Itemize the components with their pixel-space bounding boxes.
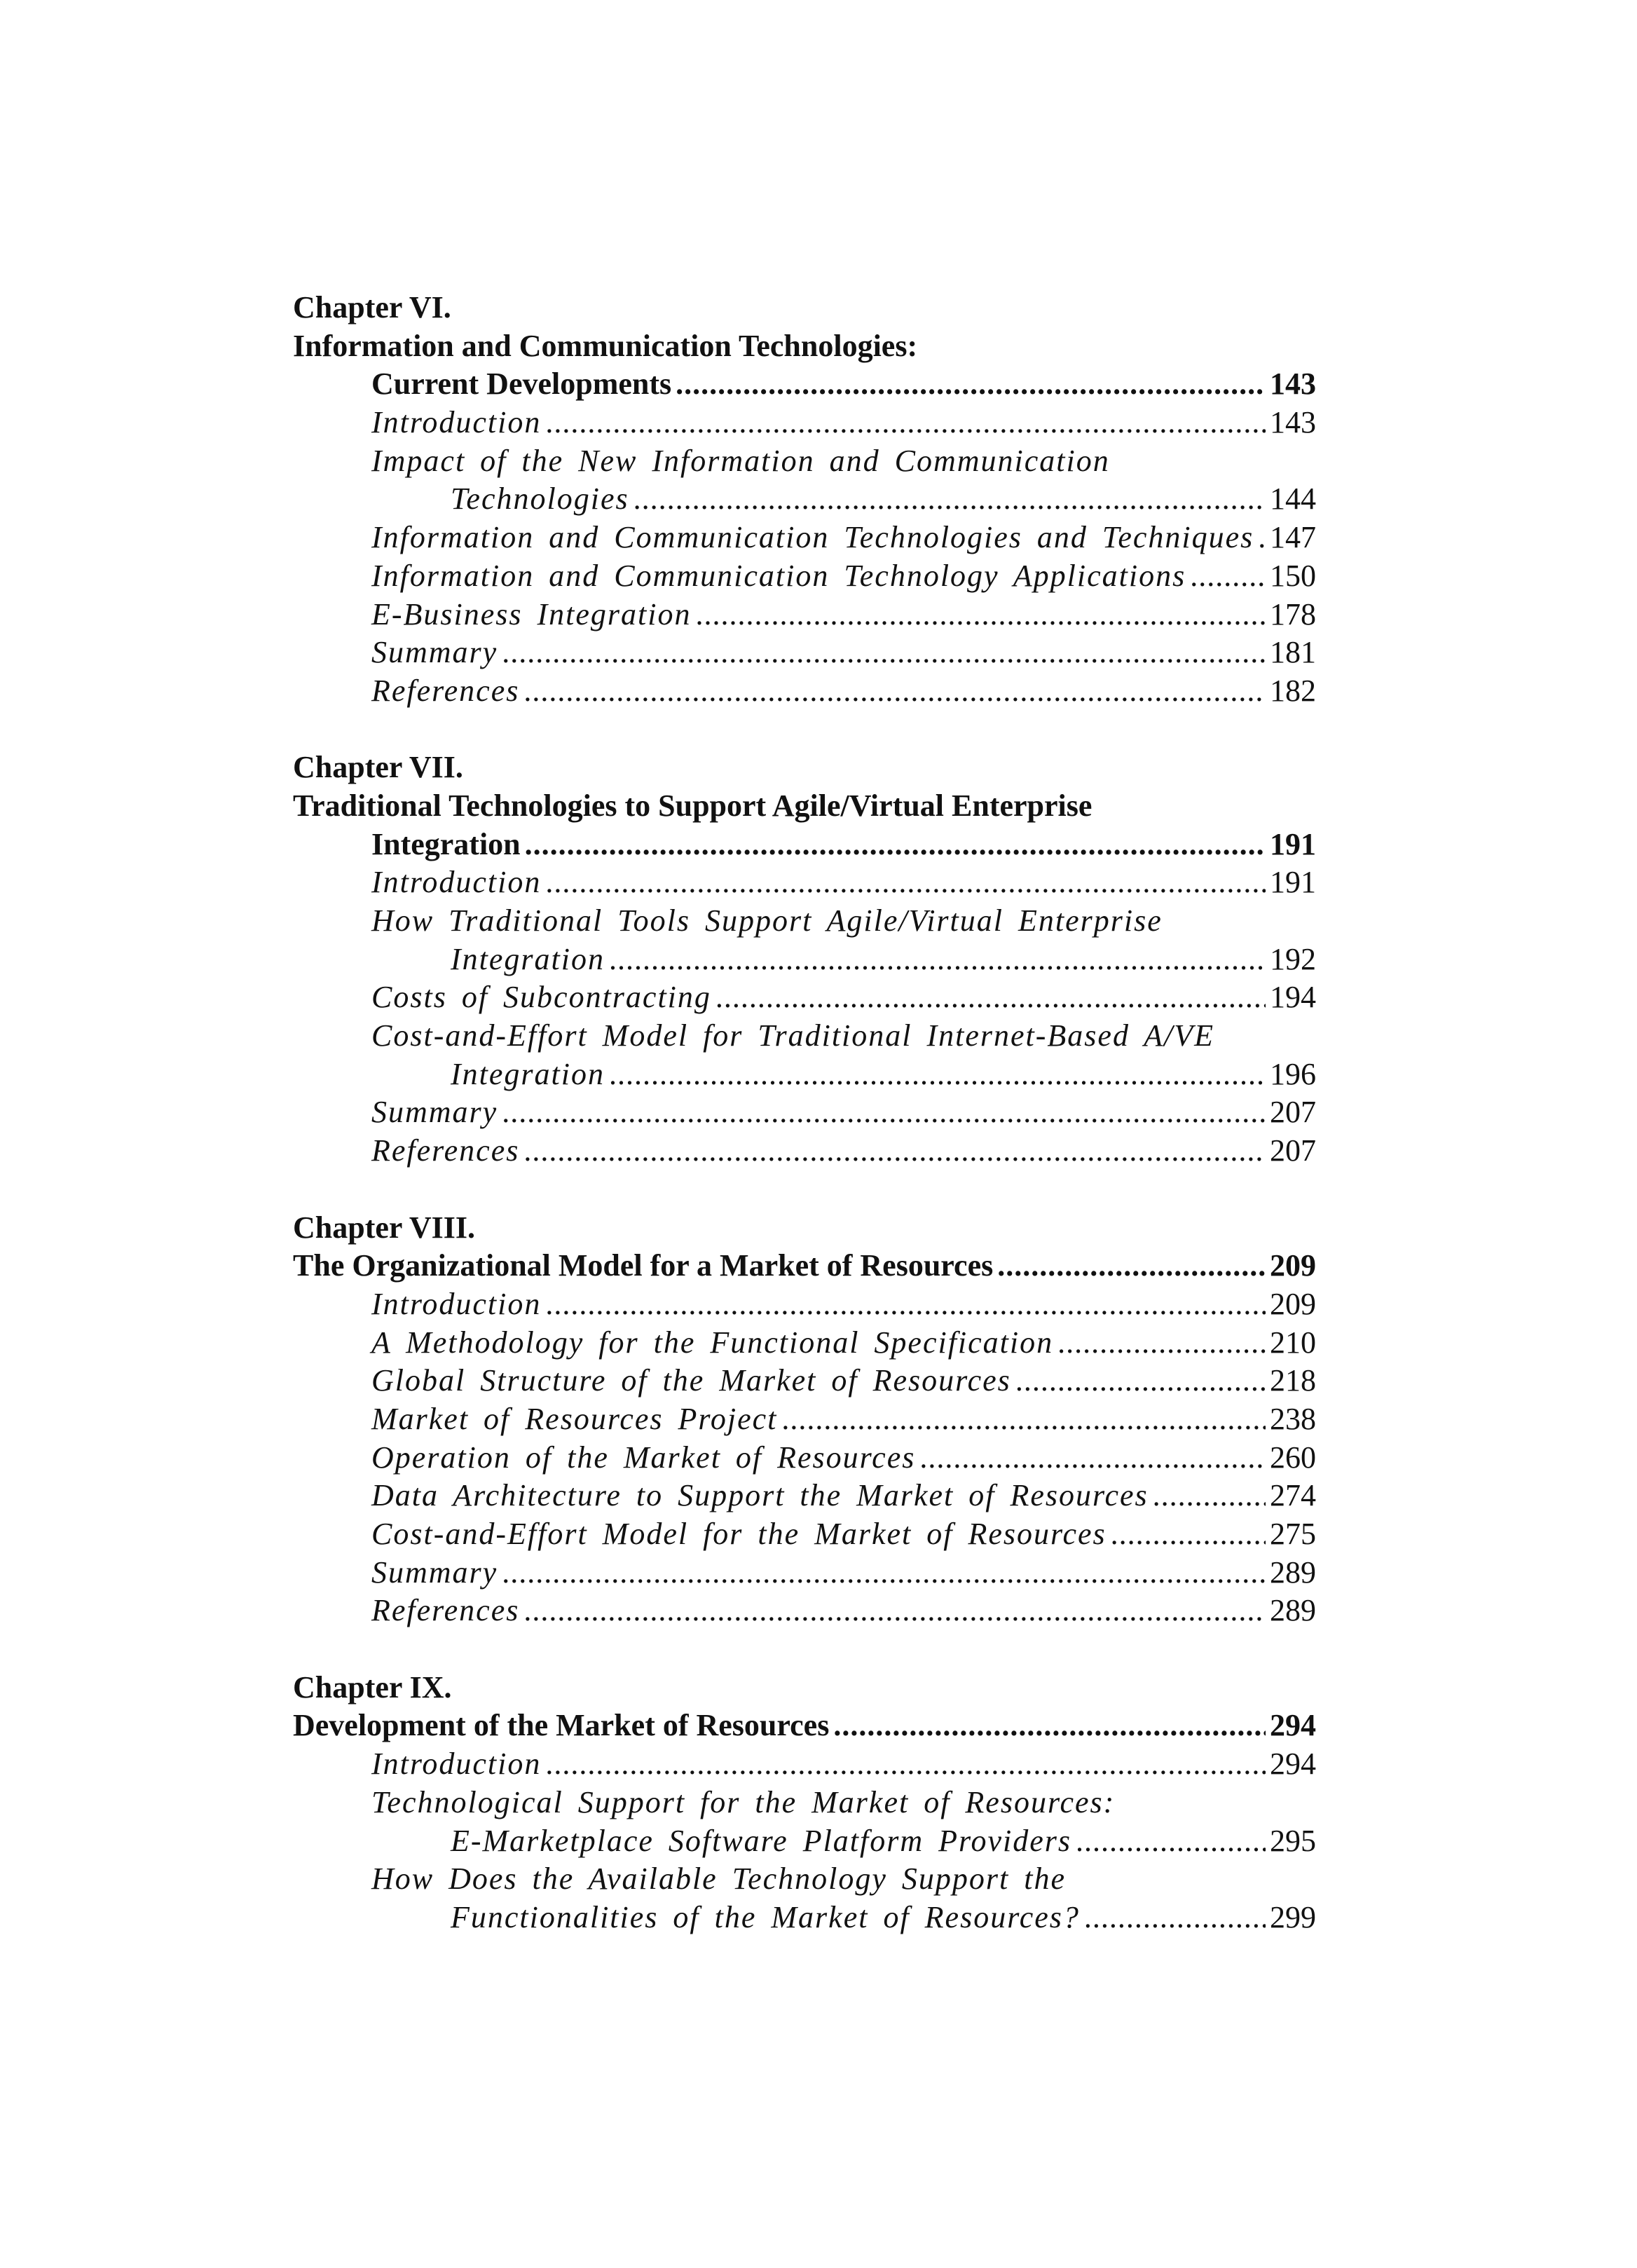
entry-title: Integration [371,826,521,861]
toc-entry[interactable] [293,1554,1316,1592]
entry-title: Integration [451,1056,605,1091]
page-number: 294 [1270,1747,1316,1782]
chapter-label: Chapter VIII. [293,1210,475,1245]
page-number: 178 [1270,596,1316,631]
toc-entry[interactable] [293,1132,1316,1170]
entry-title: Summary [371,1095,498,1130]
toc-entry[interactable] [293,1745,1316,1784]
page-number: 191 [1270,865,1316,900]
entry-title: References [371,673,520,708]
toc-entry[interactable] [293,1899,1316,1937]
dot-leader [502,1554,1266,1592]
entry-title: E-Marketplace Software Platform Providers [451,1823,1072,1858]
entry-title: Global Structure of the Market of Resources [371,1363,1011,1398]
toc-entry[interactable] [293,1822,1316,1861]
dot-leader [1076,1822,1266,1861]
toc-entry[interactable] [293,941,1316,979]
entry-title: Information and Communication Technology Applications [371,558,1186,593]
page-number: 295 [1270,1823,1316,1858]
page-number: 210 [1270,1325,1316,1360]
page-number: 260 [1270,1440,1316,1475]
toc-entry[interactable] [293,1285,1316,1324]
toc-entry[interactable] [293,1515,1316,1554]
dot-leader [781,1400,1266,1439]
entry-title: Summary [371,1555,498,1590]
chapter-label: Chapter VI. [293,290,451,325]
page-number: 143 [1270,367,1316,402]
entry-title: How Does the Available Technology Support the [371,1861,1067,1897]
page-number: 143 [1270,405,1316,440]
dot-leader [1057,1324,1266,1362]
entry-title: Introduction [371,1286,542,1321]
toc-entry[interactable] [293,557,1316,596]
entry-title: References [371,1593,520,1628]
page-number: 147 [1270,520,1316,555]
entry-title: References [371,1133,520,1168]
entry-title: Current Developments [371,367,672,402]
page-number: 275 [1270,1517,1316,1551]
dot-leader [696,596,1266,634]
dot-leader [545,863,1266,902]
dot-leader [1153,1477,1266,1515]
entry-title: Cost-and-Effort Model for the Market of Resources [371,1517,1107,1551]
table-of-contents [293,289,1316,1937]
entry-title: Functionalities of the Market of Resources? [451,1899,1080,1934]
page-number: 209 [1270,1248,1316,1283]
toc-entry[interactable] [293,1477,1316,1515]
dot-leader [525,826,1266,864]
dot-leader [609,941,1266,979]
toc-entry[interactable] [293,1324,1316,1362]
page-number: 299 [1270,1899,1316,1934]
page-number: 238 [1270,1401,1316,1436]
toc-entry[interactable] [293,519,1316,557]
chapter-label: Chapter IX. [293,1669,452,1705]
dot-leader [523,672,1266,711]
entry-title: Development of the Market of Resources [293,1708,830,1743]
dot-leader [523,1132,1266,1170]
dot-leader [833,1707,1266,1745]
toc-entry[interactable] [293,596,1316,634]
dot-leader [1190,557,1266,596]
dot-leader [609,1056,1266,1094]
dot-leader [545,1745,1266,1784]
toc-entry[interactable] [293,863,1316,902]
dot-leader [715,978,1266,1017]
page-number: 209 [1270,1286,1316,1321]
entry-title: Information and Communication Technologies and Techniques [371,520,1254,555]
toc-entry[interactable] [293,634,1316,672]
dot-leader [1111,1515,1266,1554]
page-number: 218 [1270,1363,1316,1398]
page-number: 150 [1270,558,1316,593]
entry-title: Technologies [451,481,629,517]
entry-title: Data Architecture to Support the Market of Resources [371,1478,1149,1513]
dot-leader [676,365,1266,404]
page-number: 289 [1270,1555,1316,1590]
page-number: 207 [1270,1133,1316,1168]
entry-title: E-Business Integration [371,596,692,631]
page-number: 194 [1270,980,1316,1015]
entry-title: Information and Communication Technologies: [293,328,918,363]
toc-entry[interactable] [293,480,1316,519]
toc-entry[interactable] [293,1056,1316,1094]
toc-entry[interactable] [293,1592,1316,1630]
dot-leader [1015,1362,1266,1400]
entry-title: Cost-and-Effort Model for Traditional Internet-Based A/VE [371,1018,1215,1053]
toc-entry[interactable] [293,1017,1316,1056]
toc-entry[interactable] [293,672,1316,711]
entry-title: Costs of Subcontracting [371,980,711,1015]
page-number: 144 [1270,481,1316,517]
toc-entry[interactable] [293,1093,1316,1132]
chapter-title-line[interactable] [293,365,1316,404]
chapter-label: Chapter VII. [293,750,463,785]
page-number: 274 [1270,1478,1316,1513]
entry-title: Traditional Technologies to Support Agile/Virtual Enterprise [293,788,1093,823]
toc-entry[interactable] [293,978,1316,1017]
page-number: 192 [1270,941,1316,976]
toc-entry[interactable] [293,1860,1316,1899]
entry-title: A Methodology for the Functional Specification [371,1325,1054,1360]
dot-leader [502,1093,1266,1132]
entry-title: Summary [371,635,498,670]
dot-leader [919,1439,1266,1477]
entry-title: Introduction [371,405,542,440]
page-number: 196 [1270,1056,1316,1091]
chapter-title-line[interactable] [293,1707,1316,1745]
toc-entry[interactable] [293,1362,1316,1400]
dot-leader [1258,519,1266,557]
entry-title: Operation of the Market of Resources [371,1440,916,1475]
entry-title: Impact of the New Information and Communication [371,443,1110,478]
chapter-title-line[interactable] [293,826,1316,864]
dot-leader [1084,1899,1266,1937]
entry-title: Technological Support for the Market of Resources: [371,1784,1116,1819]
page-number: 181 [1270,635,1316,670]
entry-title: Introduction [371,865,542,900]
page-number: 289 [1270,1593,1316,1628]
dot-leader [545,404,1266,442]
dot-leader [633,480,1266,519]
dot-leader [523,1592,1266,1630]
toc-entry[interactable] [293,902,1316,941]
entry-title: Market of Resources Project [371,1401,778,1436]
page-number: 207 [1270,1095,1316,1130]
toc-entry[interactable] [293,1784,1316,1822]
entry-title: The Organizational Model for a Market of Resources [293,1248,994,1283]
toc-entry[interactable] [293,1439,1316,1477]
dot-leader [502,634,1266,672]
dot-leader [545,1285,1266,1324]
page-number: 182 [1270,673,1316,708]
toc-entry[interactable] [293,442,1316,481]
chapter-title-line[interactable] [293,787,1316,826]
page-number: 294 [1270,1708,1316,1743]
chapter-title-line[interactable] [293,1247,1316,1285]
entry-title: Integration [451,941,605,976]
section-spacer [293,1630,1316,1669]
entry-title: Introduction [371,1747,542,1782]
dot-leader [997,1247,1266,1285]
entry-title: How Traditional Tools Support Agile/Virtual Enterprise [371,903,1163,938]
toc-entry[interactable] [293,1400,1316,1439]
section-spacer [293,711,1316,749]
section-spacer [293,1170,1316,1209]
chapter-title-line[interactable] [293,327,1316,366]
toc-entry[interactable] [293,404,1316,442]
page-number: 191 [1270,826,1316,861]
